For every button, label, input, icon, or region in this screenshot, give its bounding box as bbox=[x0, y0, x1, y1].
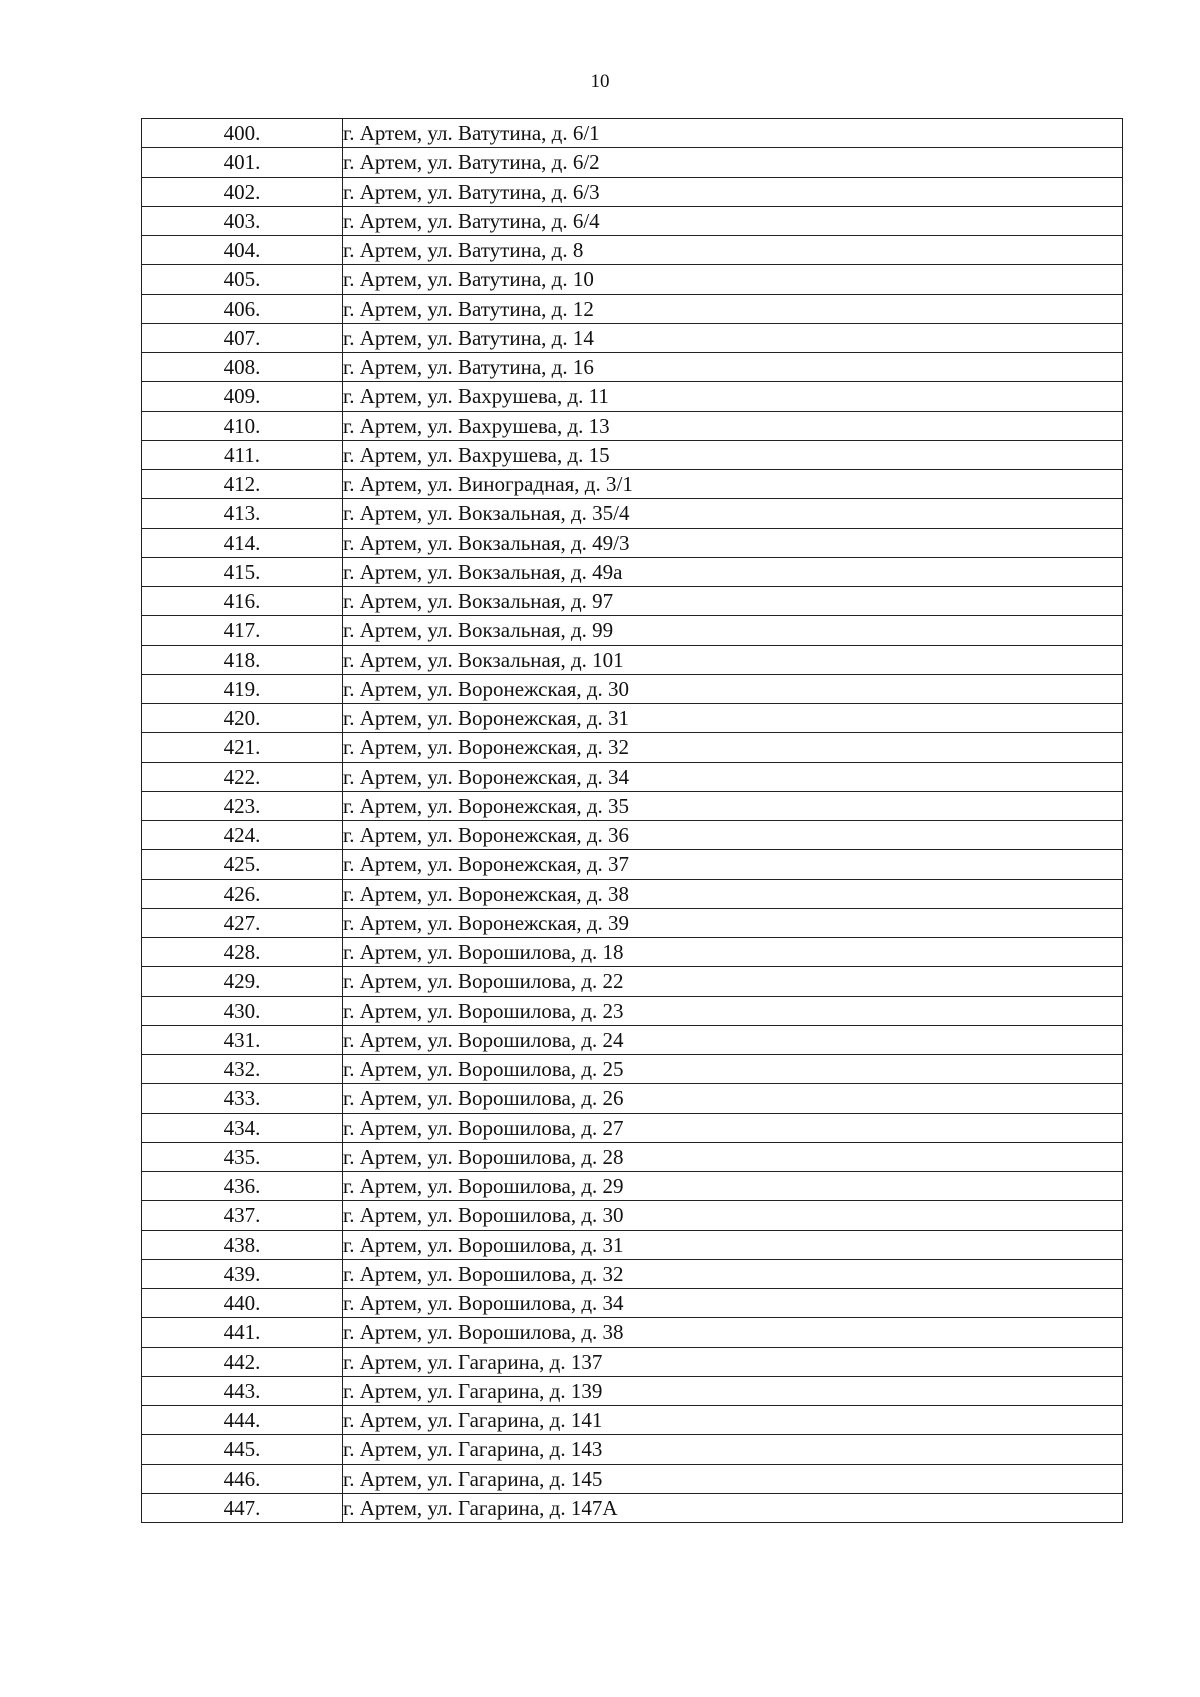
table-row bbox=[142, 1464, 1123, 1493]
row-number: 425. bbox=[142, 850, 343, 879]
table-row bbox=[142, 1142, 1123, 1171]
row-number: 400. bbox=[142, 119, 343, 148]
table-row bbox=[142, 1025, 1123, 1054]
table-row bbox=[142, 587, 1123, 616]
row-address: г. Артем, ул. Ворошилова, д. 26 bbox=[343, 1084, 1123, 1113]
table-row bbox=[142, 206, 1123, 235]
row-number: 442. bbox=[142, 1347, 343, 1376]
table-row bbox=[142, 236, 1123, 265]
row-address: г. Артем, ул. Воронежская, д. 34 bbox=[343, 762, 1123, 791]
row-number: 432. bbox=[142, 1055, 343, 1084]
row-number: 427. bbox=[142, 908, 343, 937]
table-row bbox=[142, 1201, 1123, 1230]
row-address: г. Артем, ул. Ворошилова, д. 28 bbox=[343, 1142, 1123, 1171]
row-address: г. Артем, ул. Вокзальная, д. 35/4 bbox=[343, 499, 1123, 528]
row-address: г. Артем, ул. Ворошилова, д. 23 bbox=[343, 996, 1123, 1025]
row-address: г. Артем, ул. Ворошилова, д. 22 bbox=[343, 967, 1123, 996]
table-row bbox=[142, 557, 1123, 586]
table-row bbox=[142, 645, 1123, 674]
row-address: г. Артем, ул. Ватутина, д. 14 bbox=[343, 323, 1123, 352]
table-row bbox=[142, 879, 1123, 908]
row-number: 429. bbox=[142, 967, 343, 996]
row-address: г. Артем, ул. Ворошилова, д. 27 bbox=[343, 1113, 1123, 1142]
row-address: г. Артем, ул. Воронежская, д. 37 bbox=[343, 850, 1123, 879]
row-number: 443. bbox=[142, 1376, 343, 1405]
row-number: 435. bbox=[142, 1142, 343, 1171]
table-row bbox=[142, 1289, 1123, 1318]
row-address: г. Артем, ул. Ватутина, д. 6/1 bbox=[343, 119, 1123, 148]
table-row bbox=[142, 1406, 1123, 1435]
table-row bbox=[142, 938, 1123, 967]
table-row bbox=[142, 1172, 1123, 1201]
row-number: 438. bbox=[142, 1230, 343, 1259]
row-address: г. Артем, ул. Воронежская, д. 38 bbox=[343, 879, 1123, 908]
row-number: 446. bbox=[142, 1464, 343, 1493]
table-row bbox=[142, 850, 1123, 879]
row-address: г. Артем, ул. Гагарина, д. 147А bbox=[343, 1493, 1123, 1522]
table-row bbox=[142, 177, 1123, 206]
table-row bbox=[142, 440, 1123, 469]
row-number: 440. bbox=[142, 1289, 343, 1318]
row-number: 410. bbox=[142, 411, 343, 440]
row-number: 430. bbox=[142, 996, 343, 1025]
row-address: г. Артем, ул. Ворошилова, д. 25 bbox=[343, 1055, 1123, 1084]
row-number: 414. bbox=[142, 528, 343, 557]
table-row bbox=[142, 470, 1123, 499]
row-address: г. Артем, ул. Вахрушева, д. 15 bbox=[343, 440, 1123, 469]
page-number: 10 bbox=[590, 71, 610, 92]
row-number: 407. bbox=[142, 323, 343, 352]
row-address: г. Артем, ул. Ватутина, д. 10 bbox=[343, 265, 1123, 294]
row-address: г. Артем, ул. Воронежская, д. 39 bbox=[343, 908, 1123, 937]
row-number: 437. bbox=[142, 1201, 343, 1230]
row-address: г. Артем, ул. Ватутина, д. 8 bbox=[343, 236, 1123, 265]
row-number: 409. bbox=[142, 382, 343, 411]
row-number: 419. bbox=[142, 674, 343, 703]
row-number: 447. bbox=[142, 1493, 343, 1522]
table-row bbox=[142, 119, 1123, 148]
row-address: г. Артем, ул. Гагарина, д. 137 bbox=[343, 1347, 1123, 1376]
row-number: 445. bbox=[142, 1435, 343, 1464]
table-row bbox=[142, 1230, 1123, 1259]
row-number: 415. bbox=[142, 557, 343, 586]
row-number: 431. bbox=[142, 1025, 343, 1054]
row-number: 413. bbox=[142, 499, 343, 528]
row-number: 412. bbox=[142, 470, 343, 499]
table-row bbox=[142, 762, 1123, 791]
row-address: г. Артем, ул. Ватутина, д. 6/3 bbox=[343, 177, 1123, 206]
row-number: 436. bbox=[142, 1172, 343, 1201]
table-row bbox=[142, 1113, 1123, 1142]
row-address: г. Артем, ул. Ватутина, д. 16 bbox=[343, 353, 1123, 382]
row-number: 418. bbox=[142, 645, 343, 674]
table-row bbox=[142, 528, 1123, 557]
row-address: г. Артем, ул. Вокзальная, д. 49а bbox=[343, 557, 1123, 586]
table-row bbox=[142, 1435, 1123, 1464]
row-address: г. Артем, ул. Воронежская, д. 35 bbox=[343, 791, 1123, 820]
row-address: г. Артем, ул. Ворошилова, д. 29 bbox=[343, 1172, 1123, 1201]
table-row bbox=[142, 1347, 1123, 1376]
address-table-body bbox=[142, 119, 1123, 1523]
row-address: г. Артем, ул. Ворошилова, д. 38 bbox=[343, 1318, 1123, 1347]
row-address: г. Артем, ул. Ворошилова, д. 30 bbox=[343, 1201, 1123, 1230]
row-address: г. Артем, ул. Ворошилова, д. 34 bbox=[343, 1289, 1123, 1318]
row-address: г. Артем, ул. Воронежская, д. 36 bbox=[343, 821, 1123, 850]
row-number: 444. bbox=[142, 1406, 343, 1435]
row-address: г. Артем, ул. Ворошилова, д. 31 bbox=[343, 1230, 1123, 1259]
table-row bbox=[142, 382, 1123, 411]
row-number: 421. bbox=[142, 733, 343, 762]
row-number: 402. bbox=[142, 177, 343, 206]
row-address: г. Артем, ул. Ворошилова, д. 32 bbox=[343, 1259, 1123, 1288]
row-address: г. Артем, ул. Воронежская, д. 31 bbox=[343, 704, 1123, 733]
row-number: 428. bbox=[142, 938, 343, 967]
table-row bbox=[142, 674, 1123, 703]
row-number: 433. bbox=[142, 1084, 343, 1113]
table-row bbox=[142, 499, 1123, 528]
row-number: 426. bbox=[142, 879, 343, 908]
row-address: г. Артем, ул. Гагарина, д. 145 bbox=[343, 1464, 1123, 1493]
row-address: г. Артем, ул. Ватутина, д. 6/4 bbox=[343, 206, 1123, 235]
row-address: г. Артем, ул. Гагарина, д. 143 bbox=[343, 1435, 1123, 1464]
table-row bbox=[142, 1493, 1123, 1522]
row-address: г. Артем, ул. Вокзальная, д. 99 bbox=[343, 616, 1123, 645]
row-address: г. Артем, ул. Воронежская, д. 30 bbox=[343, 674, 1123, 703]
table-row bbox=[142, 1376, 1123, 1405]
row-number: 424. bbox=[142, 821, 343, 850]
row-number: 403. bbox=[142, 206, 343, 235]
table-row bbox=[142, 908, 1123, 937]
table-row bbox=[142, 1084, 1123, 1113]
row-address: г. Артем, ул. Ворошилова, д. 18 bbox=[343, 938, 1123, 967]
row-address: г. Артем, ул. Воронежская, д. 32 bbox=[343, 733, 1123, 762]
row-address: г. Артем, ул. Ватутина, д. 12 bbox=[343, 294, 1123, 323]
row-address: г. Артем, ул. Гагарина, д. 139 bbox=[343, 1376, 1123, 1405]
address-table bbox=[141, 118, 1123, 1523]
table-row bbox=[142, 1318, 1123, 1347]
table-row bbox=[142, 1259, 1123, 1288]
row-address: г. Артем, ул. Вокзальная, д. 101 bbox=[343, 645, 1123, 674]
row-number: 422. bbox=[142, 762, 343, 791]
table-row bbox=[142, 1055, 1123, 1084]
table-row bbox=[142, 294, 1123, 323]
table-row bbox=[142, 353, 1123, 382]
table-row bbox=[142, 821, 1123, 850]
row-number: 439. bbox=[142, 1259, 343, 1288]
table-row bbox=[142, 791, 1123, 820]
row-number: 420. bbox=[142, 704, 343, 733]
table-row bbox=[142, 996, 1123, 1025]
table-row bbox=[142, 733, 1123, 762]
row-number: 417. bbox=[142, 616, 343, 645]
row-number: 423. bbox=[142, 791, 343, 820]
row-number: 411. bbox=[142, 440, 343, 469]
row-address: г. Артем, ул. Ворошилова, д. 24 bbox=[343, 1025, 1123, 1054]
row-address: г. Артем, ул. Вахрушева, д. 11 bbox=[343, 382, 1123, 411]
table-row bbox=[142, 967, 1123, 996]
row-address: г. Артем, ул. Вахрушева, д. 13 bbox=[343, 411, 1123, 440]
table-row bbox=[142, 411, 1123, 440]
table-row bbox=[142, 265, 1123, 294]
row-address: г. Артем, ул. Гагарина, д. 141 bbox=[343, 1406, 1123, 1435]
row-address: г. Артем, ул. Вокзальная, д. 97 bbox=[343, 587, 1123, 616]
row-number: 441. bbox=[142, 1318, 343, 1347]
row-number: 405. bbox=[142, 265, 343, 294]
row-number: 406. bbox=[142, 294, 343, 323]
row-number: 401. bbox=[142, 148, 343, 177]
row-address: г. Артем, ул. Виноградная, д. 3/1 bbox=[343, 470, 1123, 499]
row-number: 408. bbox=[142, 353, 343, 382]
row-number: 404. bbox=[142, 236, 343, 265]
table-row bbox=[142, 616, 1123, 645]
table-row bbox=[142, 148, 1123, 177]
table-row bbox=[142, 704, 1123, 733]
row-number: 434. bbox=[142, 1113, 343, 1142]
table-row bbox=[142, 323, 1123, 352]
row-address: г. Артем, ул. Ватутина, д. 6/2 bbox=[343, 148, 1123, 177]
row-number: 416. bbox=[142, 587, 343, 616]
row-address: г. Артем, ул. Вокзальная, д. 49/3 bbox=[343, 528, 1123, 557]
